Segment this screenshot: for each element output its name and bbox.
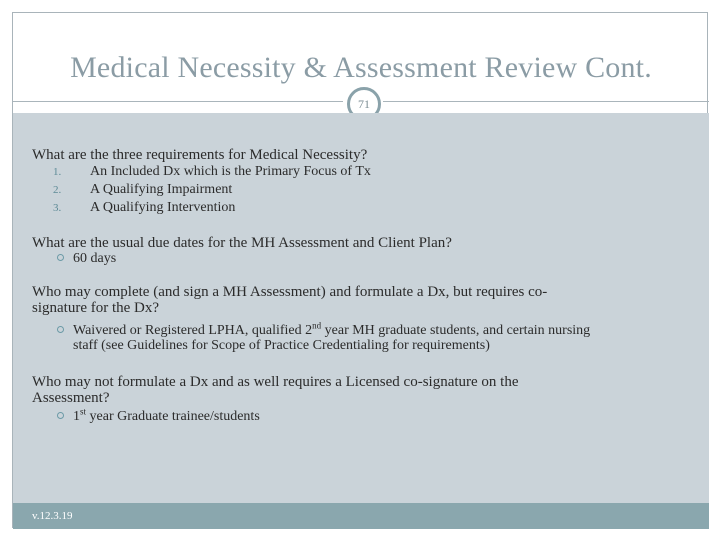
bullet-text: staff (see Guidelines for Scope of Practice Credentialing for requirements) <box>73 338 490 353</box>
question-line: Who may not formulate a Dx and as well requires a Licensed co-signature on the <box>32 374 519 390</box>
list-item <box>32 199 697 217</box>
requirements-list <box>32 163 697 217</box>
bullet-text: 60 days <box>73 251 117 266</box>
bullet-item <box>32 251 697 266</box>
question-medical-necessity: What are the three requirements for Medical Necessity? <box>32 147 368 163</box>
list-text: A Qualifying Intervention <box>90 200 236 215</box>
list-text: An Included Dx which is the Primary Focus of Tx <box>90 164 371 179</box>
question-line: Who may complete (and sign a MH Assessment) and formulate a Dx, but requires co- <box>32 284 548 300</box>
footer-bar <box>13 503 709 529</box>
list-item <box>32 163 697 181</box>
bullet-superscript: st <box>80 406 87 417</box>
bullet-text: year MH graduate students, and certain nursing <box>321 323 591 338</box>
slide-title: Medical Necessity & Assessment Review Cont. <box>70 51 652 84</box>
content-text <box>32 147 697 424</box>
list-number: 3. <box>53 202 62 214</box>
slide <box>12 12 708 528</box>
page-number-badge: 71 <box>347 87 381 121</box>
bullet-text: 1 <box>73 409 80 424</box>
question-line: Assessment? <box>32 390 110 406</box>
hollow-bullet-icon <box>57 326 64 333</box>
content-panel <box>13 113 709 515</box>
hollow-bullet-icon <box>57 254 64 261</box>
list-text: A Qualifying Impairment <box>90 182 233 197</box>
list-number: 2. <box>53 184 62 196</box>
title-divider-right <box>383 101 709 102</box>
bullet-item <box>32 320 697 353</box>
list-item <box>32 181 697 199</box>
question-line: signature for the Dx? <box>32 300 160 316</box>
question-due-dates: What are the usual due dates for the MH Assessment and Client Plan? <box>32 235 452 251</box>
hollow-bullet-icon <box>57 412 64 419</box>
list-number: 1. <box>53 166 62 178</box>
version-label: v.12.3.19 <box>32 510 73 522</box>
question-who-may-complete <box>32 284 697 316</box>
bullet-text: Waivered or Registered LPHA, qualified 2 <box>73 323 313 338</box>
bullet-item <box>32 406 697 424</box>
bullet-superscript: nd <box>312 320 322 331</box>
title-divider-left <box>13 101 343 102</box>
bullet-text: year Graduate trainee/students <box>86 409 260 424</box>
question-who-may-not <box>32 374 697 406</box>
